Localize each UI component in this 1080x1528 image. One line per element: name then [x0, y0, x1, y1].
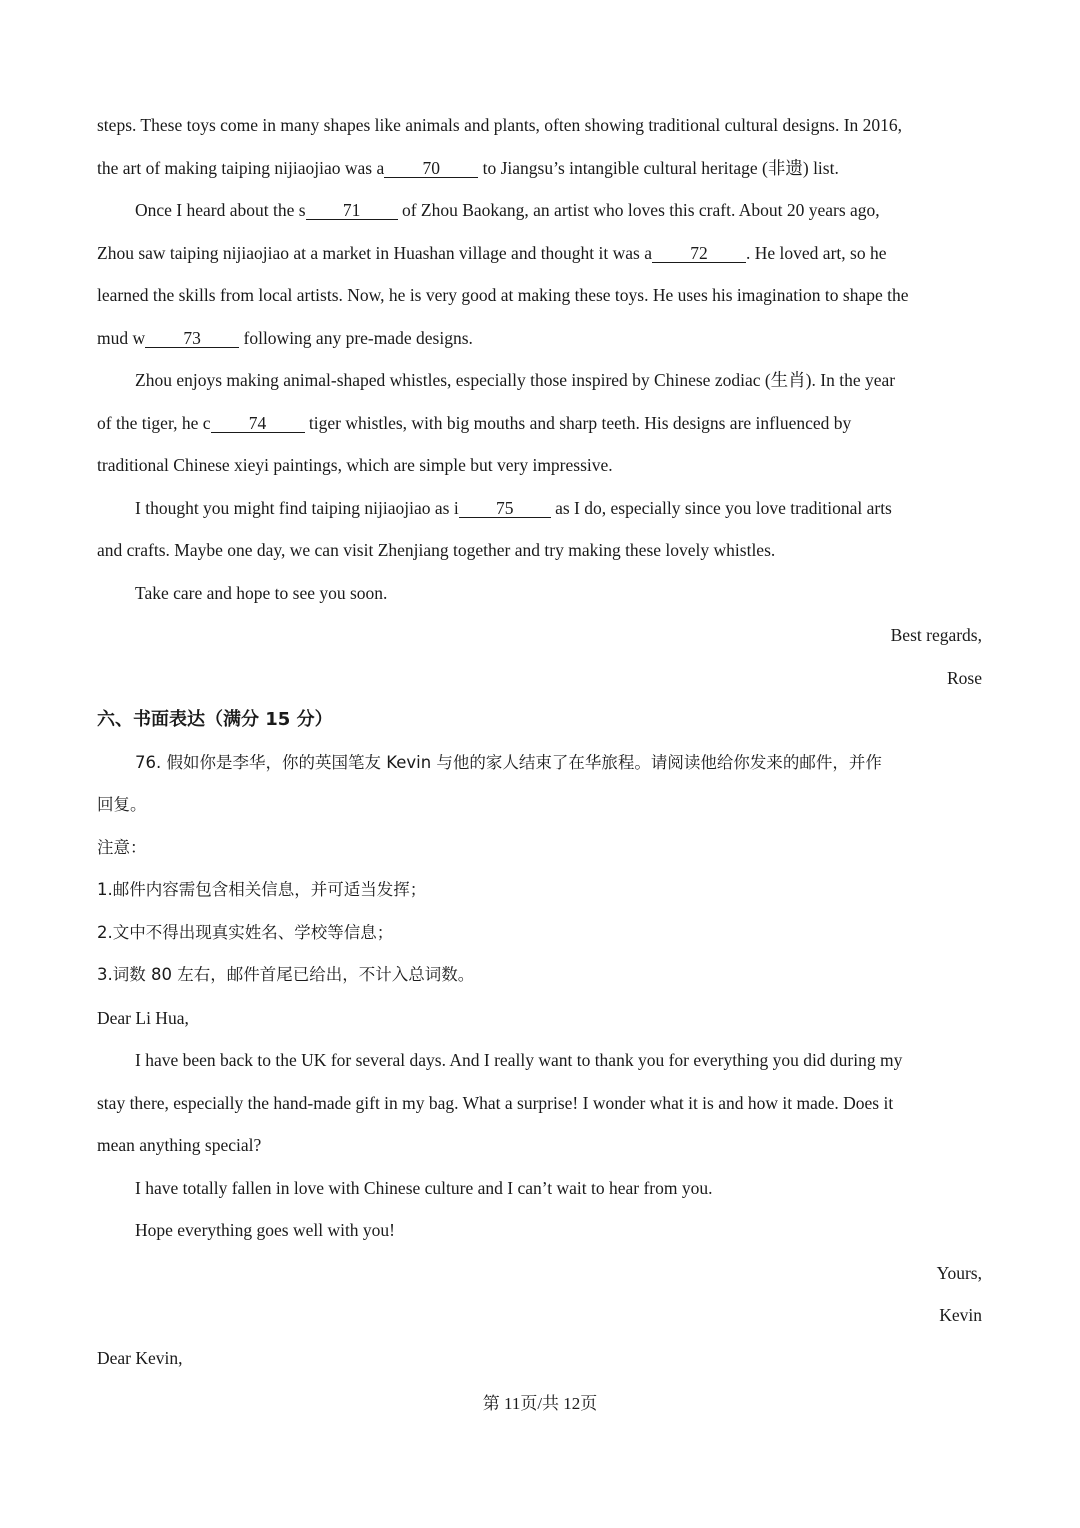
text-line: mud w 73 following any pre-made designs.: [97, 327, 473, 348]
page-number: 第 11页/共 12页: [482, 1394, 598, 1413]
note-item: 1.邮件内容需包含相关信息，并可适当发挥；: [97, 880, 427, 899]
question-text: 76. 假如你是李华，你的英国笔友 Kevin 与他的家人结束了在华旅程。请阅读他给你发来的邮件，并作: [135, 752, 882, 772]
text-line: I thought you might find taiping nijiaojiao as i 75 as I do, especially since you love traditional arts: [135, 497, 892, 518]
fill-blank-70[interactable]: 70: [384, 159, 478, 178]
text-line: the art of making taiping nijiaojiao was a 70 to Jiangsu’s intangible cultural heritage (非遗) list.: [97, 157, 839, 178]
text-line: Hope everything goes well with you!: [135, 1220, 396, 1240]
email-closing: Yours,: [936, 1262, 982, 1283]
reply-greeting: Dear Kevin,: [97, 1347, 183, 1368]
text-line: Once I heard about the s 71 of Zhou Baokang, an artist who loves this craft. About 20 years ago,: [135, 200, 880, 220]
email-signature: Kevin: [939, 1305, 982, 1325]
note-label: 注意：: [97, 837, 147, 857]
email-greeting: Dear Li Hua,: [97, 1007, 189, 1028]
text-line: Zhou saw taiping nijiaojiao at a market in Huashan village and thought it was a 72 . He loved art, so he: [97, 242, 887, 263]
text-line: Take care and hope to see you soon.: [135, 582, 388, 603]
text-line: and crafts. Maybe one day, we can visit Zhenjiang together and try making these lovely whistles.: [97, 540, 776, 560]
letter-signature: Rose: [947, 667, 982, 688]
question-text: 回复。: [97, 795, 147, 814]
note-item: 2.文中不得出现真实姓名、学校等信息；: [97, 922, 394, 942]
fill-blank-71[interactable]: 71: [306, 201, 398, 220]
fill-blank-72[interactable]: 72: [652, 244, 746, 263]
fill-blank-74[interactable]: 74: [211, 414, 305, 433]
text-line: traditional Chinese xieyi paintings, which are simple but very impressive.: [97, 455, 613, 475]
note-item: 3.词数 80 左右，邮件首尾已给出，不计入总词数。: [97, 965, 475, 984]
text-line: stay there, especially the hand-made gift in my bag. What a surprise! I wonder what it is and how it made. Does it: [97, 1092, 894, 1113]
document-page: [97, 104, 982, 1379]
letter-closing: Best regards,: [890, 625, 982, 645]
fill-blank-73[interactable]: 73: [145, 329, 239, 348]
text-line: I have been back to the UK for several days. And I really want to thank you for everything you did during my: [135, 1050, 903, 1070]
text-line: of the tiger, he c 74 tiger whistles, with big mouths and sharp teeth. His designs are influenced by: [97, 412, 852, 433]
text-line: steps. These toys come in many shapes like animals and plants, often showing traditional cultural designs. In 2016,: [97, 115, 903, 135]
text-line: I have totally fallen in love with Chinese culture and I can’t wait to hear from you.: [135, 1177, 713, 1198]
section-title: 六、书面表达（满分 15 分）: [97, 709, 333, 730]
text-line: mean anything special?: [97, 1135, 262, 1155]
text-line: learned the skills from local artists. Now, he is very good at making these toys. He uses his imagination to shape the: [97, 285, 909, 305]
text-line: Zhou enjoys making animal-shaped whistles, especially those inspired by Chinese zodiac (生肖). In the year: [135, 370, 896, 390]
fill-blank-75[interactable]: 75: [459, 499, 551, 518]
